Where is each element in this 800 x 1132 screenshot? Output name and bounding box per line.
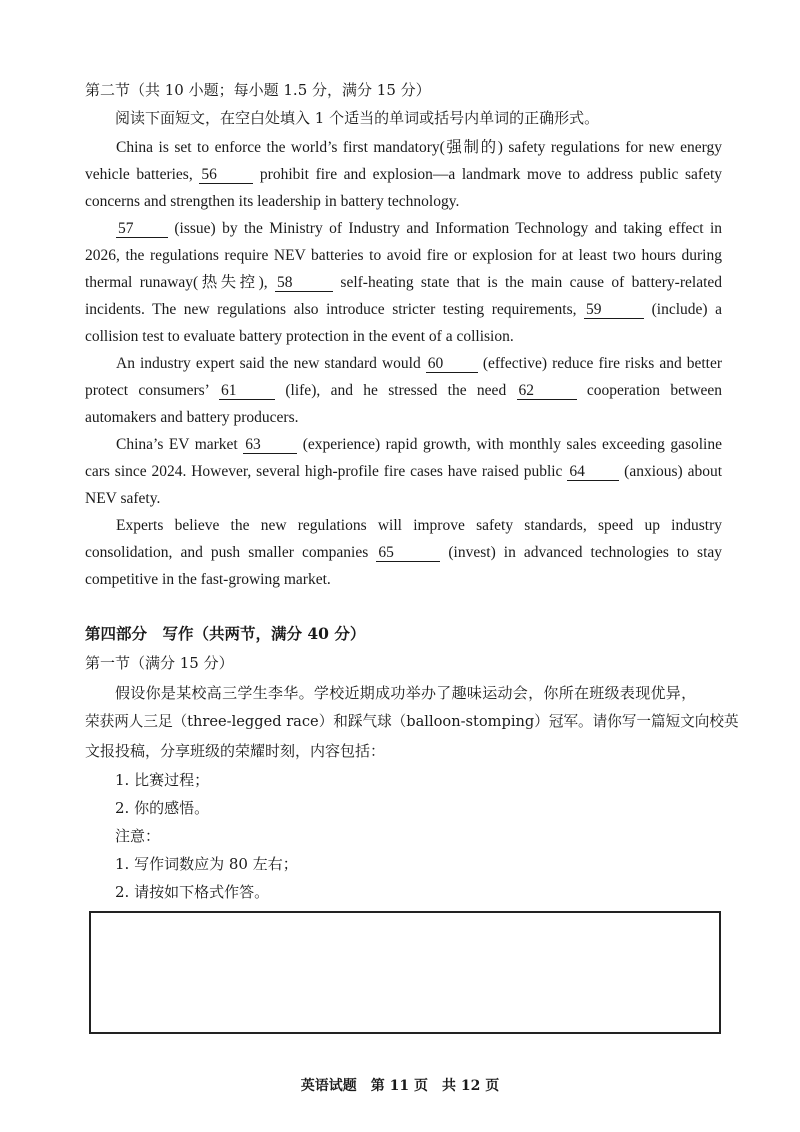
p3-text: An industry expert said the new standard would	[116, 355, 421, 372]
p3-text: protect consumers’	[85, 382, 209, 399]
p2-line5: collision test to evaluate battery protection in the event of a collision.	[85, 328, 514, 345]
note-item-1: 1. 写作词数应为 80 左右；	[115, 855, 298, 873]
p4-line2	[85, 462, 722, 482]
p2-line1	[116, 219, 722, 239]
blank-59[interactable]: 59	[584, 302, 644, 319]
blank-62[interactable]: 62	[517, 383, 577, 400]
p3-text: cooperation between	[586, 382, 723, 399]
p4-text: (experience) rapid growth, with monthly sales exceeding gasoline	[302, 436, 722, 453]
p3-line2	[85, 381, 722, 401]
blank-63[interactable]: 63	[243, 437, 297, 454]
p1-line2	[85, 165, 722, 185]
p4-text: (anxious) about	[624, 463, 723, 480]
blank-56[interactable]: 56	[199, 167, 253, 184]
blank-64[interactable]: 64	[567, 464, 619, 481]
p2-text: (include) a	[651, 301, 722, 318]
p4-line3: NEV safety.	[85, 490, 161, 507]
part4-subheading: 第一节（满分 15 分）	[85, 654, 234, 672]
p3-line3: automakers and battery producers.	[85, 409, 299, 426]
blank-65[interactable]: 65	[376, 545, 440, 562]
p2-text: (issue) by the Ministry of Industry and Information Technology and taking effect in	[174, 220, 722, 237]
p5-line1: Experts believe the new regulations will improve safety standards, speed up industry	[116, 517, 722, 534]
p4-text: China’s EV market	[116, 436, 238, 453]
p3-text: (effective) reduce fire risks and better	[482, 355, 723, 372]
p5-line3: competitive in the fast-growing market.	[85, 571, 331, 588]
p1-line1: China is set to enforce the world’s first mandatory(强制的) safety regulations for new energy	[116, 139, 722, 156]
content-item-2: 2. 你的感悟。	[115, 799, 210, 817]
page-footer: 英语试题 第 11 页 共 12 页	[300, 1078, 500, 1094]
p5-line2	[85, 543, 722, 563]
prompt-line3: 文报投稿，分享班级的荣耀时刻，内容包括：	[85, 742, 386, 760]
p4-line1	[116, 435, 722, 455]
prompt-line1: 假设你是某校高三学生李华。学校近期成功举办了趣味运动会，你所在班级表现优异，	[115, 684, 697, 702]
p5-text: consolidation, and push smaller companies	[85, 544, 369, 561]
blank-60[interactable]: 60	[426, 356, 478, 373]
note-item-2: 2. 请按如下格式作答。	[115, 883, 270, 901]
blank-58[interactable]: 58	[275, 275, 333, 292]
blank-57[interactable]: 57	[116, 221, 168, 238]
p1-text: vehicle batteries,	[85, 166, 193, 183]
p3-line1	[116, 354, 722, 374]
p3-text: (life), and he stressed the need	[285, 382, 507, 399]
p2-line3	[85, 273, 722, 293]
p5-text: (invest) in advanced technologies to stay	[448, 544, 723, 561]
p2-line4	[85, 300, 722, 320]
prompt-line2: 荣获两人三足（three-legged race）和踩气球（balloon-stomping）冠军。请你写一篇短文向校英	[85, 713, 739, 730]
p2-text: incidents. The new regulations also introduce stricter testing requirements,	[85, 301, 577, 318]
section-heading: 第二节（共 10 小题；每小题 1.5 分，满分 15 分）	[85, 81, 431, 99]
p2-line2: 2026, the regulations require NEV batteries to avoid fire or explosion for at least two hours during	[85, 247, 722, 264]
p2-text: thermal runaway(热失控),	[85, 274, 268, 291]
part4-heading: 第四部分 写作（共两节，满分 40 分）	[85, 624, 366, 643]
content-item-1: 1. 比赛过程；	[115, 771, 210, 789]
note-label: 注意：	[115, 827, 161, 845]
blank-61[interactable]: 61	[219, 383, 275, 400]
p1-text: prohibit fire and explosion—a landmark move to address public safety	[259, 166, 723, 183]
p1-line3: concerns and strengthen its leadership in battery technology.	[85, 193, 460, 210]
answer-box[interactable]	[89, 911, 721, 1034]
instruction: 阅读下面短文，在空白处填入 1 个适当的单词或括号内单词的正确形式。	[115, 109, 600, 127]
p4-text: cars since 2024. However, several high-profile fire cases have raised public	[85, 463, 563, 480]
p2-text: self-heating state that is the main cause of battery-related	[340, 274, 723, 291]
